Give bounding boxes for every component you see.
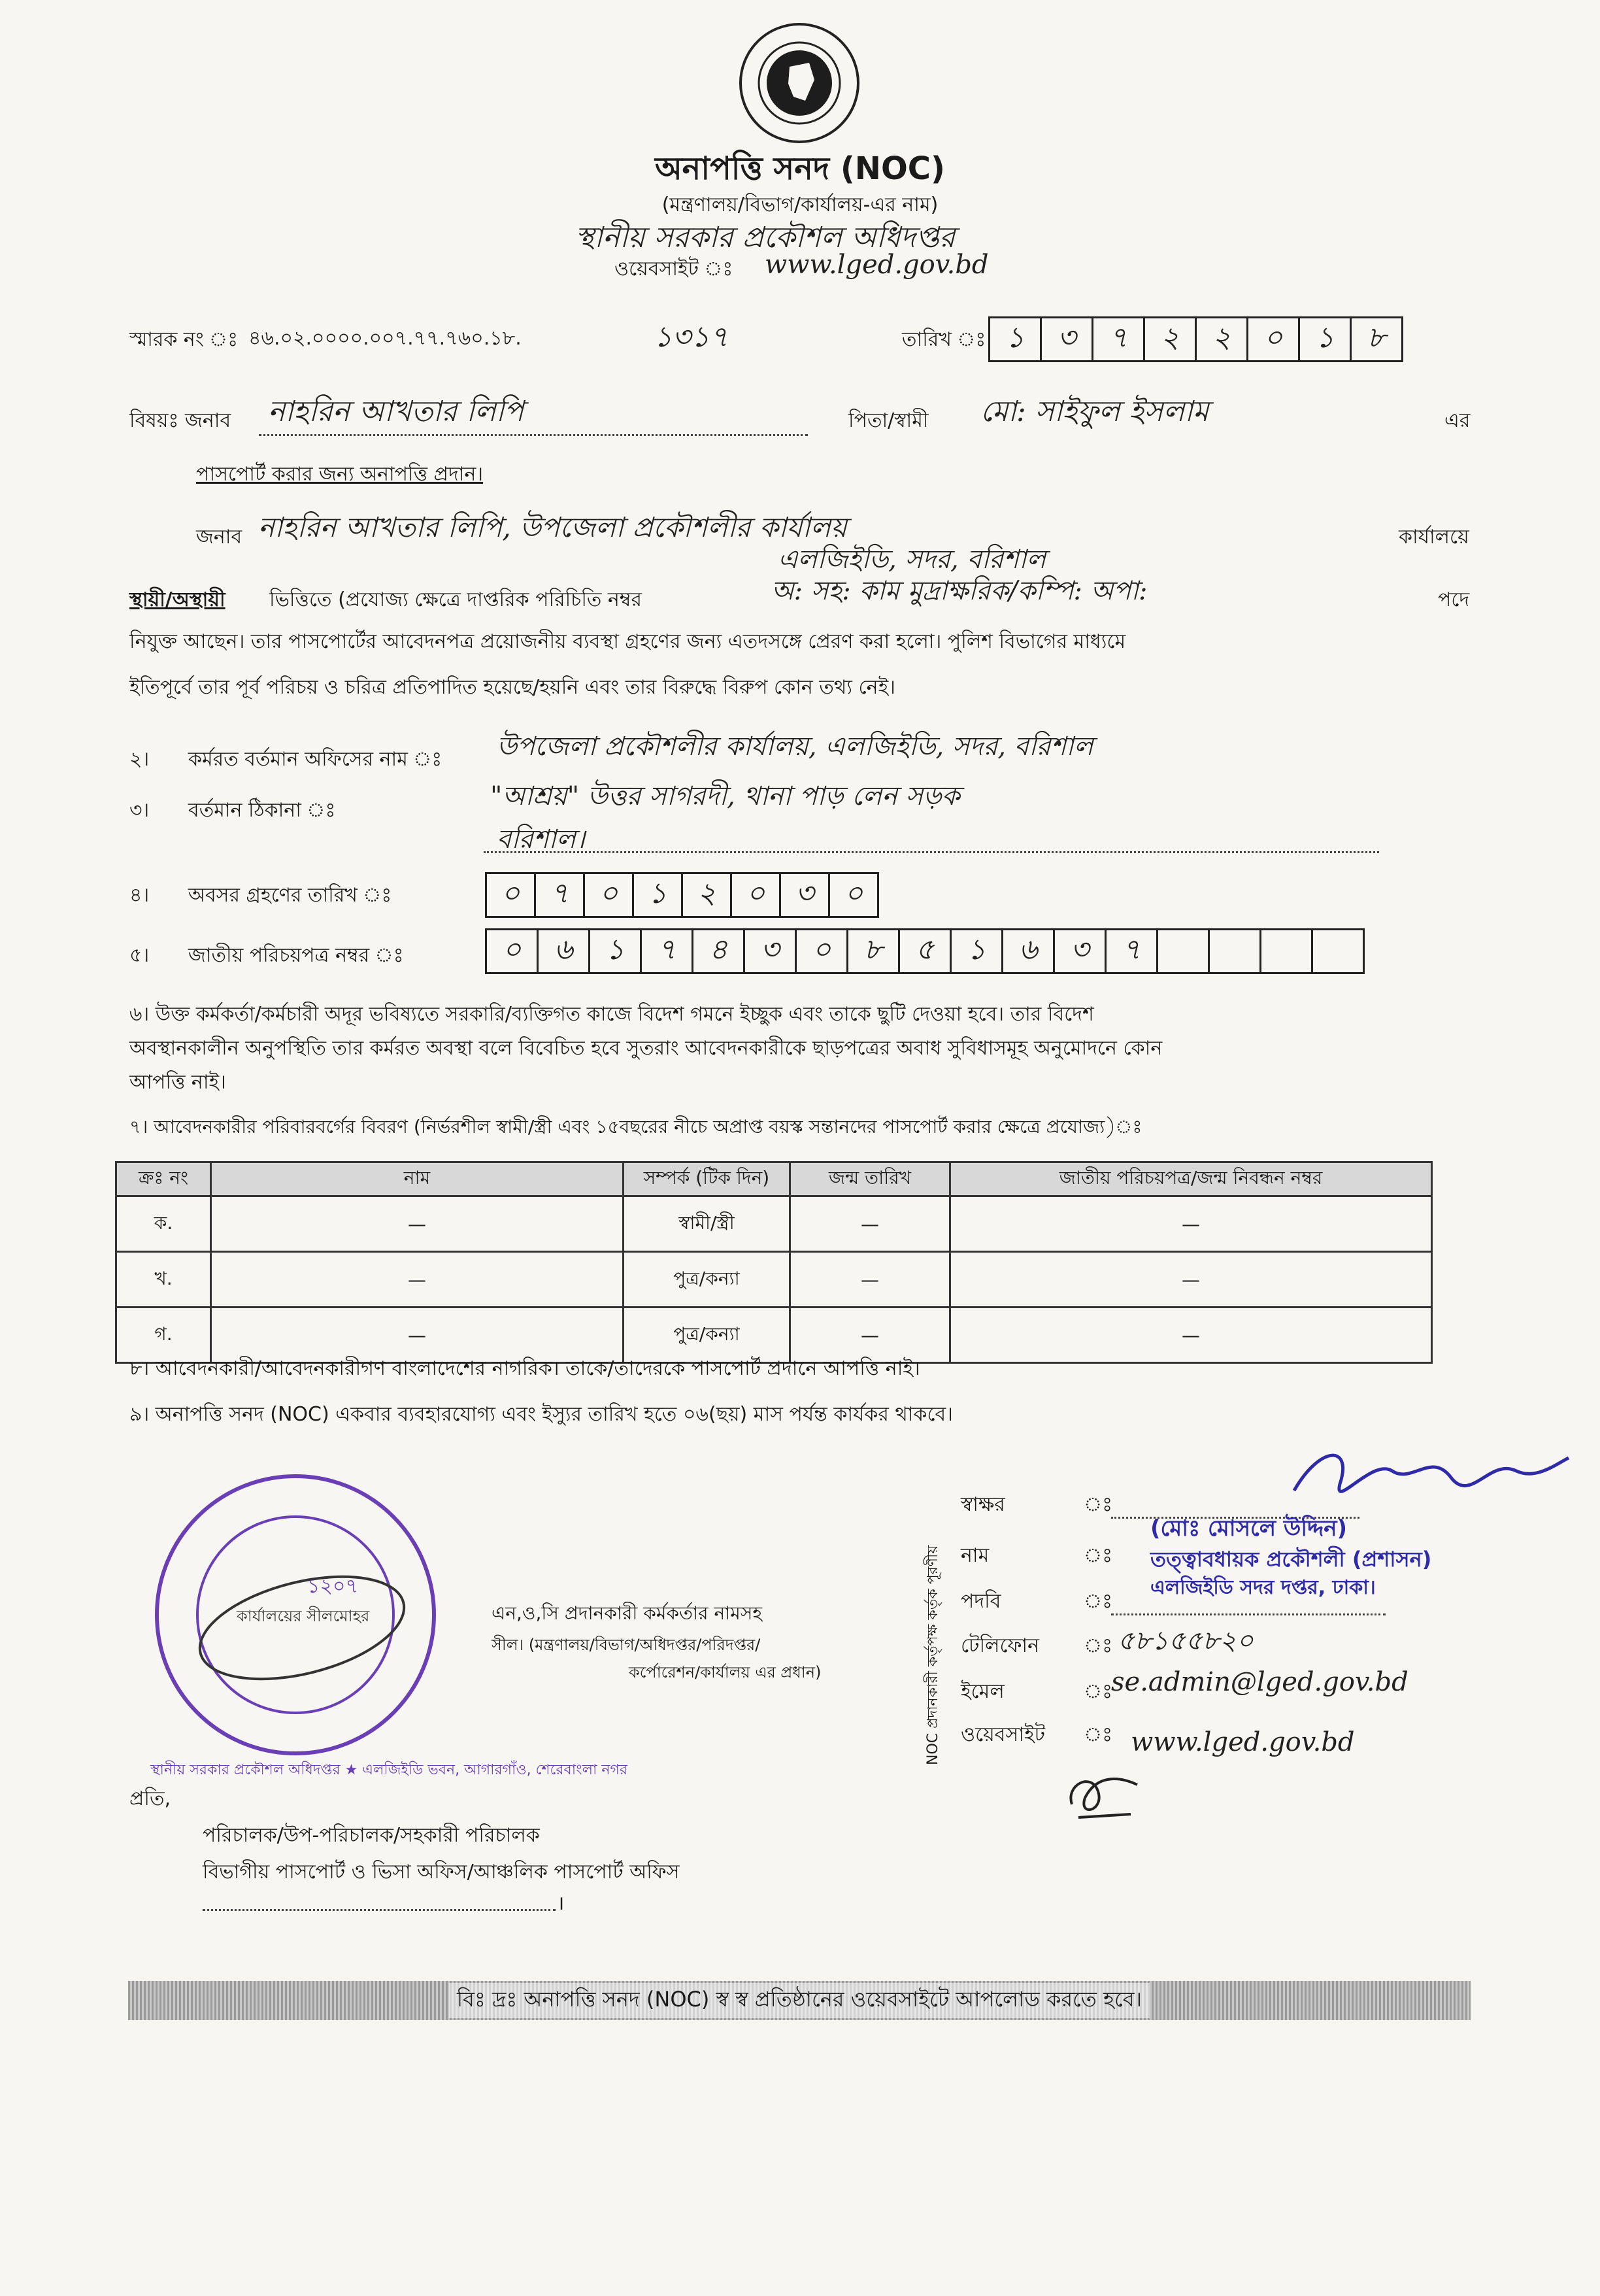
- item6-line3: আপত্তি নাই।: [129, 1071, 226, 1094]
- sig-colon-4: ঃ: [1084, 1634, 1113, 1657]
- initial-signature: [1059, 1759, 1150, 1831]
- digit-box: ০: [730, 872, 779, 918]
- footer-note-bar: [128, 1981, 1471, 2020]
- digit-box: ১: [632, 872, 681, 918]
- website-label: ওয়েবসাইট ঃ: [614, 258, 733, 280]
- email-label: ইমেল: [961, 1680, 1005, 1703]
- body-line3: নিযুক্ত আছেন। তার পাসপোর্টের আবেদনপত্র প্রয়োজনীয় ব্যবস্থা গ্রহণের জন্য এতদসঙ্গে প্রেরণ করা হলো। পুলিশ বিভাগের মাধ্যমে: [129, 630, 1126, 653]
- cell-nid: —: [950, 1308, 1432, 1363]
- digit-box: ১: [950, 928, 1001, 974]
- family-table: [115, 1161, 1433, 1364]
- stamp-office: এলজিইডি সদর দপ্তর, ঢাকা।: [1150, 1576, 1376, 1599]
- stamp-officer-designation: তত্ত্বাবধায়ক প্রকৌশলী (প্রশাসন): [1150, 1547, 1432, 1572]
- email-handwritten: se.admin@lged.gov.bd: [1111, 1667, 1408, 1697]
- cell-relation: স্বামী/স্ত্রী: [624, 1196, 790, 1252]
- header-relation: সম্পর্ক (টিক দিন): [624, 1162, 790, 1196]
- body-line2-a: স্থায়ী/অস্থায়ী: [129, 588, 225, 611]
- seal-outer-text: স্থানীয় সরকার প্রকৌশল অধিদপ্তর ★ এলজিইডি ভবন, আগারগাঁও, শেরেবাংলা নগর: [150, 1762, 628, 1778]
- sig-colon-1: ঃ: [1084, 1493, 1113, 1516]
- digit-box: [1259, 928, 1311, 974]
- sig-colon-6: ঃ: [1084, 1723, 1113, 1746]
- government-emblem: [737, 21, 861, 145]
- item5-label: জাতীয় পরিচয়পত্র নম্বর ঃ: [188, 944, 404, 967]
- seal-note-1: এন,ও,সি প্রদানকারী কর্মকর্তার নামসহ: [492, 1602, 763, 1624]
- table-row: [116, 1196, 1432, 1252]
- digit-box: ৪: [692, 928, 743, 974]
- digit-box: ৬: [1001, 928, 1053, 974]
- phone-handwritten: ৫৮১৫৫৮২০: [1118, 1626, 1254, 1656]
- digit-box: [1208, 928, 1259, 974]
- body-name-handwritten: নাহরিন আখতার লিপি, উপজেলা প্রকৌশলীর কার্যালয়: [258, 511, 847, 543]
- cell-serial: গ.: [116, 1308, 211, 1363]
- date-boxes: [988, 316, 1403, 362]
- item3-line: [484, 851, 1379, 853]
- cell-name: —: [211, 1252, 624, 1308]
- cell-dob: —: [790, 1308, 950, 1363]
- header-serial: ক্রঃ নং: [116, 1162, 211, 1196]
- item7-text: ৭। আবেদনকারীর পরিবারবর্গের বিবরণ (নির্ভরশীল স্বামী/স্ত্রী এবং ১৫বছরের নীচে অপ্রাপ্ত বয়স্ক সন্তানদের পাসপোর্ট করার ক্ষেত্রে প্রযোজ্য)ঃ: [129, 1116, 1142, 1138]
- subject-label: বিষয়ঃ জনাব: [129, 409, 231, 432]
- body-jonab: জনাব: [196, 526, 242, 549]
- website-handwritten-2: www.lged.gov.bd: [1131, 1727, 1355, 1757]
- digit-box: ৩: [1040, 316, 1092, 362]
- designation-label: পদবি: [961, 1590, 1001, 1613]
- digit-box: ০: [1246, 316, 1298, 362]
- recipient-line3: ।: [557, 1892, 565, 1915]
- digit-box: ১: [588, 928, 640, 974]
- seal-note-3: কর্পোরেশন/কার্যালয় এর প্রধান): [629, 1663, 822, 1681]
- cell-nid: —: [950, 1252, 1432, 1308]
- digit-box: ৮: [1350, 316, 1403, 362]
- subject-suffix: এর: [1444, 409, 1471, 432]
- cell-relation: পুত্র/কন্যা: [624, 1308, 790, 1363]
- cell-dob: —: [790, 1196, 950, 1252]
- body-line2-b: ভিত্তিতে (প্রযোজ্য ক্ষেত্রে দাপ্তরিক পরিচিতি নম্বর: [269, 588, 642, 611]
- digit-box: ০: [795, 928, 846, 974]
- table-row: [116, 1252, 1432, 1308]
- memo-number-handwritten: ১৩১৭: [654, 320, 729, 354]
- cell-serial: ক.: [116, 1196, 211, 1252]
- recipient-line3-dots: [203, 1909, 556, 1911]
- item6-line2: অবস্থানকালীন অনুপস্থিতি তার কর্মরত অবস্থা বলে বিবেচিত হবে সুতরাং আবেদনকারীকে ছাড়পত্রের অবাধ সুবিধাসমূহ অনুমোদনে কোন: [129, 1037, 1163, 1060]
- father-name-handwritten: মো: সাইফুল ইসলাম: [980, 395, 1209, 428]
- digit-box: [1311, 928, 1365, 974]
- retirement-date-boxes: [485, 872, 879, 918]
- digit-box: ৩: [779, 872, 828, 918]
- seal-caption: কার্যালয়ের সীলমোহর: [237, 1607, 370, 1625]
- item8-text: ৮। আবেদনকারী/আবেদনকারীগণ বাংলাদেশের নাগরিক। তাকে/তাদেরকে পাসপোর্ট প্রদানে আপত্তি নাই।: [129, 1357, 920, 1380]
- digit-box: ০: [485, 928, 537, 974]
- cell-dob: —: [790, 1252, 950, 1308]
- digit-box: ৮: [846, 928, 898, 974]
- digit-box: ৬: [537, 928, 588, 974]
- digit-box: ০: [485, 872, 534, 918]
- digit-box: ০: [828, 872, 879, 918]
- subject-name-handwritten: নাহরিন আখতার লিপি: [268, 395, 524, 428]
- website-handwritten: www.lged.gov.bd: [765, 250, 989, 280]
- item2-label: কর্মরত বর্তমান অফিসের নাম ঃ: [188, 748, 442, 771]
- name-label: নাম: [961, 1544, 990, 1567]
- item3-label: বর্তমান ঠিকানা ঃ: [188, 799, 336, 822]
- digit-box: ২: [681, 872, 730, 918]
- item4-number: ৪।: [129, 884, 150, 907]
- digit-box: ৭: [1105, 928, 1156, 974]
- digit-box: ৩: [743, 928, 795, 974]
- digit-box: ৩: [1053, 928, 1105, 974]
- document-subtitle: (মন্ত্রণালয়/বিভাগ/কার্যালয়-এর নাম): [661, 194, 939, 216]
- document-title: অনাপত্তি সনদ (NOC): [655, 150, 945, 187]
- office-name-handwritten: স্থানীয় সরকার প্রকৌশল অধিদপ্তর: [575, 221, 956, 254]
- item3-handwritten-1: "আশ্রয়" উত্তর সাগরদী, থানা পাড় লেন সড়ক: [490, 781, 960, 811]
- header-dob: জন্ম তারিখ: [790, 1162, 950, 1196]
- digit-box: ৭: [640, 928, 692, 974]
- website-label-2: ওয়েবসাইট: [961, 1723, 1045, 1746]
- item3-number: ৩।: [129, 799, 150, 822]
- item2-handwritten: উপজেলা প্রকৌশলীর কার্যালয়, এলজিইডি, সদর, বরিশাল: [497, 732, 1093, 762]
- signature-label: স্বাক্ষর: [961, 1493, 1005, 1516]
- sig-colon-5: ঃ: [1084, 1680, 1113, 1703]
- header-nid: জাতীয় পরিচয়পত্র/জন্ম নিবন্ধন নম্বর: [950, 1162, 1432, 1196]
- nid-boxes: [485, 928, 1365, 974]
- cell-serial: খ.: [116, 1252, 211, 1308]
- cell-name: —: [211, 1196, 624, 1252]
- digit-box: ২: [1195, 316, 1246, 362]
- sig-colon-2: ঃ: [1084, 1544, 1113, 1567]
- item9-text: ৯। অনাপত্তি সনদ (NOC) একবার ব্যবহারযোগ্য এবং ইস্যুর তারিখ হতে ০৬(ছয়) মাস পর্যন্ত কার্যকর থাকবে।: [129, 1403, 953, 1426]
- item5-number: ৫।: [129, 944, 150, 967]
- recipient-line1: পরিচালক/উপ-পরিচালক/সহকারী পরিচালক: [203, 1824, 540, 1847]
- vertical-note: NOC প্রদানকারী কর্তৃপক্ষ কর্তৃক পূরণীয়: [925, 1545, 941, 1765]
- father-label: পিতা/স্বামী: [848, 409, 929, 432]
- family-table-header: [116, 1162, 1432, 1196]
- digit-box: ৭: [1092, 316, 1143, 362]
- digit-box: ১: [1298, 316, 1350, 362]
- digit-box: [1156, 928, 1208, 974]
- body-office-label: কার্যালয়ে: [1399, 526, 1469, 549]
- seal-note-2: সীল। (মন্ত্রণালয়/বিভাগ/অধিদপ্তর/পরিদপ্তর/: [492, 1636, 761, 1654]
- seal-number: ১২০৭: [307, 1575, 358, 1598]
- cell-name: —: [211, 1308, 624, 1363]
- recipient-to: প্রতি,: [129, 1787, 171, 1810]
- designation-line: [1111, 1613, 1386, 1615]
- recipient-line2: বিভাগীয় পাসপোর্ট ও ভিসা অফিস/আঞ্চলিক পাসপোর্ট অফিস: [203, 1861, 680, 1883]
- designation-handwritten: অ: সহ: কাম মুদ্রাক্ষরিক/কম্পি: অপা:: [771, 576, 1148, 606]
- digit-box: ০: [583, 872, 632, 918]
- item2-number: ২।: [129, 748, 150, 771]
- item3-handwritten-2: বরিশাল।: [497, 824, 586, 854]
- cell-relation: পুত্র/কন্যা: [624, 1252, 790, 1308]
- memo-label: স্মারক নং ঃ: [129, 328, 239, 351]
- phone-label: টেলিফোন: [961, 1634, 1040, 1657]
- header-name: নাম: [211, 1162, 624, 1196]
- subject-line2: পাসপোর্ট করার জন্য অনাপত্তি প্রদান।: [196, 463, 484, 486]
- footer-note: বিঃ দ্রঃ অনাপত্তি সনদ (NOC) স্ব স্ব প্রতিষ্ঠানের ওয়েবসাইটে আপলোড করতে হবে।: [449, 1983, 1150, 2018]
- body-office-handwritten: এলজিইডি, সদর, বরিশাল: [778, 545, 1046, 575]
- digit-box: ৫: [898, 928, 950, 974]
- stamp-officer-name: (মোঃ মোসলে উদ্দিন): [1150, 1515, 1348, 1542]
- item4-label: অবসর গ্রহণের তারিখ ঃ: [188, 884, 392, 907]
- digit-box: ৭: [534, 872, 583, 918]
- body-line4: ইতিপূর্বে তার পূর্ব পরিচয় ও চরিত্র প্রতিপাদিত হয়েছে/হয়নি এবং তার বিরুদ্ধে বিরুপ কোন তথ্য নেই।: [129, 676, 895, 699]
- item6-line1: ৬। উক্ত কর্মকর্তা/কর্মচারী অদূর ভবিষ্যতে সরকারি/ব্যক্তিগত কাজে বিদেশ গমনে ইচ্ছুক এবং তাকে ছুটি দেওয়া হবে। তার বিদেশ: [129, 1003, 1094, 1026]
- cell-nid: —: [950, 1196, 1432, 1252]
- date-label: তারিখ ঃ: [902, 328, 986, 351]
- memo-number: ৪৬.০২.০০০০.০০৭.৭৭.৭৬০.১৮.: [248, 327, 522, 350]
- sig-colon-3: ঃ: [1084, 1590, 1113, 1613]
- digit-box: ২: [1143, 316, 1195, 362]
- body-line2-c: পদে: [1438, 588, 1470, 611]
- digit-box: ১: [988, 316, 1040, 362]
